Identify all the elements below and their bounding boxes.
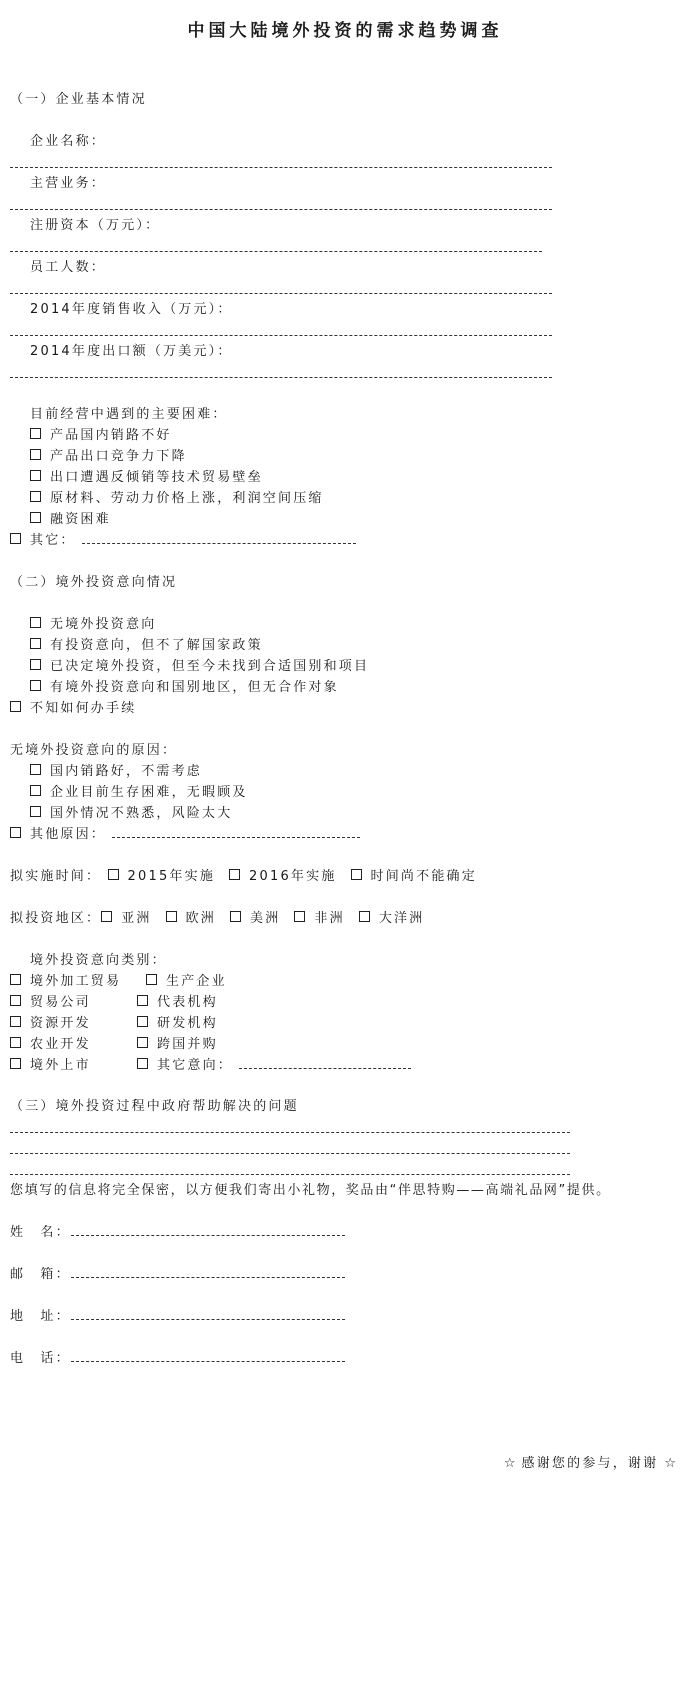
category-option[interactable]: 跨国并购 (137, 1036, 218, 1054)
government-help-input-line[interactable] (10, 1153, 570, 1154)
category-option[interactable]: 研发机构 (137, 1015, 218, 1033)
difficulties-label: 目前经营中遇到的主要困难： (30, 407, 228, 422)
category-option[interactable]: 境外加工贸易 (10, 973, 121, 991)
region-option[interactable]: 亚洲 (101, 910, 151, 928)
timing-option[interactable]: 2015年实施 (108, 868, 215, 886)
difficulty-option[interactable]: 融资困难 (30, 511, 111, 529)
checkbox-icon[interactable] (30, 764, 41, 775)
no-intent-reasons-label: 无境外投资意向的原因： (10, 743, 178, 758)
intent-option[interactable]: 不知如何办手续 (10, 700, 136, 718)
sales-revenue-input-line[interactable] (10, 335, 552, 336)
checkbox-icon[interactable] (108, 869, 119, 880)
section-2-heading: （二）境外投资意向情况 (10, 575, 178, 590)
company-name-label: 企业名称： (30, 134, 107, 149)
contact-phone-input-line[interactable] (71, 1360, 345, 1362)
checkbox-icon[interactable] (30, 449, 41, 460)
timing-label: 拟实施时间： (10, 869, 102, 884)
category-option[interactable]: 生产企业 (146, 973, 227, 991)
checkbox-icon[interactable] (30, 428, 41, 439)
no-intent-reason-option[interactable]: 国内销路好，不需考虑 (30, 763, 202, 781)
checkbox-icon[interactable] (230, 911, 241, 922)
registered-capital-label: 注册资本（万元）： (30, 218, 161, 233)
contact-address-field (10, 1308, 345, 1326)
registered-capital-input-line[interactable] (10, 251, 542, 252)
sales-revenue-label: 2014年度销售收入（万元）： (30, 302, 233, 317)
category-other[interactable]: 其它意向： (137, 1057, 411, 1075)
checkbox-icon[interactable] (137, 1016, 148, 1027)
contact-name-field (10, 1224, 345, 1242)
employee-count-label: 员工人数： (30, 260, 107, 275)
contact-phone-label: 电 话： (10, 1351, 71, 1366)
timing-row (10, 868, 477, 886)
contact-email-label: 邮 箱： (10, 1267, 71, 1282)
main-business-label: 主营业务： (30, 176, 107, 191)
category-option[interactable]: 贸易公司 (10, 994, 91, 1012)
contact-address-input-line[interactable] (71, 1318, 345, 1320)
checkbox-icon[interactable] (30, 680, 41, 691)
checkbox-icon[interactable] (30, 785, 41, 796)
employee-count-input-line[interactable] (10, 293, 552, 294)
timing-option[interactable]: 时间尚不能确定 (351, 868, 477, 886)
government-help-input-line[interactable] (10, 1174, 570, 1175)
difficulty-other[interactable]: 其它： (10, 532, 356, 550)
other-reason[interactable]: 其他原因： (10, 826, 360, 844)
intent-option[interactable]: 有境外投资意向和国别地区，但无合作对象 (30, 679, 339, 697)
company-name-input-line[interactable] (10, 167, 552, 168)
checkbox-icon[interactable] (359, 911, 370, 922)
checkbox-icon[interactable] (137, 995, 148, 1006)
star-icon: ☆ (664, 1456, 676, 1471)
other-reason-input-line[interactable] (112, 836, 360, 838)
export-amount-input-line[interactable] (10, 377, 552, 378)
checkbox-icon[interactable] (30, 491, 41, 502)
main-business-input-line[interactable] (10, 209, 552, 210)
government-help-input-line[interactable] (10, 1132, 570, 1133)
category-label: 境外投资意向类别： (30, 953, 167, 968)
category-other-input-line[interactable] (239, 1067, 411, 1069)
region-option[interactable]: 欧洲 (166, 910, 216, 928)
checkbox-icon[interactable] (30, 806, 41, 817)
no-intent-reason-option[interactable]: 国外情况不熟悉，风险太大 (30, 805, 232, 823)
checkbox-icon[interactable] (137, 1037, 148, 1048)
checkbox-icon[interactable] (146, 974, 157, 985)
timing-option[interactable]: 2016年实施 (229, 868, 336, 886)
star-icon: ☆ (503, 1456, 516, 1471)
thanks-footer: ☆ 感谢您的参与，谢谢 ☆ (503, 1456, 676, 1471)
checkbox-icon[interactable] (10, 701, 21, 712)
checkbox-icon[interactable] (30, 638, 41, 649)
checkbox-icon[interactable] (137, 1058, 148, 1069)
checkbox-icon[interactable] (10, 1037, 21, 1048)
checkbox-icon[interactable] (30, 617, 41, 628)
category-option[interactable]: 农业开发 (10, 1036, 91, 1054)
difficulty-option[interactable]: 原材料、劳动力价格上涨，利润空间压缩 (30, 490, 324, 508)
checkbox-icon[interactable] (30, 470, 41, 481)
contact-email-input-line[interactable] (71, 1276, 345, 1278)
difficulty-option[interactable]: 产品出口竞争力下降 (30, 448, 187, 466)
checkbox-icon[interactable] (10, 1016, 21, 1027)
region-option[interactable]: 大洋洲 (359, 910, 425, 928)
no-intent-reason-option[interactable]: 企业目前生存困难，无暇顾及 (30, 784, 248, 802)
privacy-note: 您填写的信息将完全保密，以方便我们寄出小礼物，奖品由“伴思特购——高端礼品网”提供。 (10, 1183, 611, 1198)
checkbox-icon[interactable] (10, 533, 21, 544)
region-option[interactable]: 美洲 (230, 910, 280, 928)
checkbox-icon[interactable] (166, 911, 177, 922)
contact-name-label: 姓 名： (10, 1225, 71, 1240)
region-option[interactable]: 非洲 (294, 910, 344, 928)
checkbox-icon[interactable] (101, 911, 112, 922)
other-input-line[interactable] (82, 542, 356, 544)
checkbox-icon[interactable] (10, 995, 21, 1006)
export-amount-label: 2014年度出口额（万美元）： (30, 344, 233, 359)
category-option[interactable]: 资源开发 (10, 1015, 91, 1033)
contact-email-field (10, 1266, 345, 1284)
checkbox-icon[interactable] (229, 869, 240, 880)
intent-option[interactable]: 有投资意向，但不了解国家政策 (30, 637, 263, 655)
page-title: 中国大陆境外投资的需求趋势调查 (187, 21, 503, 41)
contact-name-input-line[interactable] (71, 1234, 345, 1236)
category-option[interactable]: 代表机构 (137, 994, 218, 1012)
intent-option[interactable]: 无境外投资意向 (30, 616, 156, 634)
checkbox-icon[interactable] (30, 512, 41, 523)
region-label: 拟投资地区： (10, 911, 102, 926)
checkbox-icon[interactable] (30, 659, 41, 670)
intent-option[interactable]: 已决定境外投资，但至今未找到合适国别和项目 (30, 658, 369, 676)
checkbox-icon[interactable] (351, 869, 362, 880)
category-option[interactable]: 境外上市 (10, 1057, 91, 1075)
contact-address-label: 地 址： (10, 1309, 71, 1324)
contact-phone-field (10, 1350, 345, 1368)
section-3-heading: （三）境外投资过程中政府帮助解决的问题 (10, 1099, 299, 1114)
difficulty-option[interactable]: 产品国内销路不好 (30, 427, 172, 445)
checkbox-icon[interactable] (10, 827, 21, 838)
checkbox-icon[interactable] (10, 974, 21, 985)
section-1-heading: （一）企业基本情况 (10, 92, 147, 107)
region-row (10, 910, 424, 928)
checkbox-icon[interactable] (10, 1058, 21, 1069)
difficulty-option[interactable]: 出口遭遇反倾销等技术贸易壁垒 (30, 469, 263, 487)
checkbox-icon[interactable] (294, 911, 305, 922)
